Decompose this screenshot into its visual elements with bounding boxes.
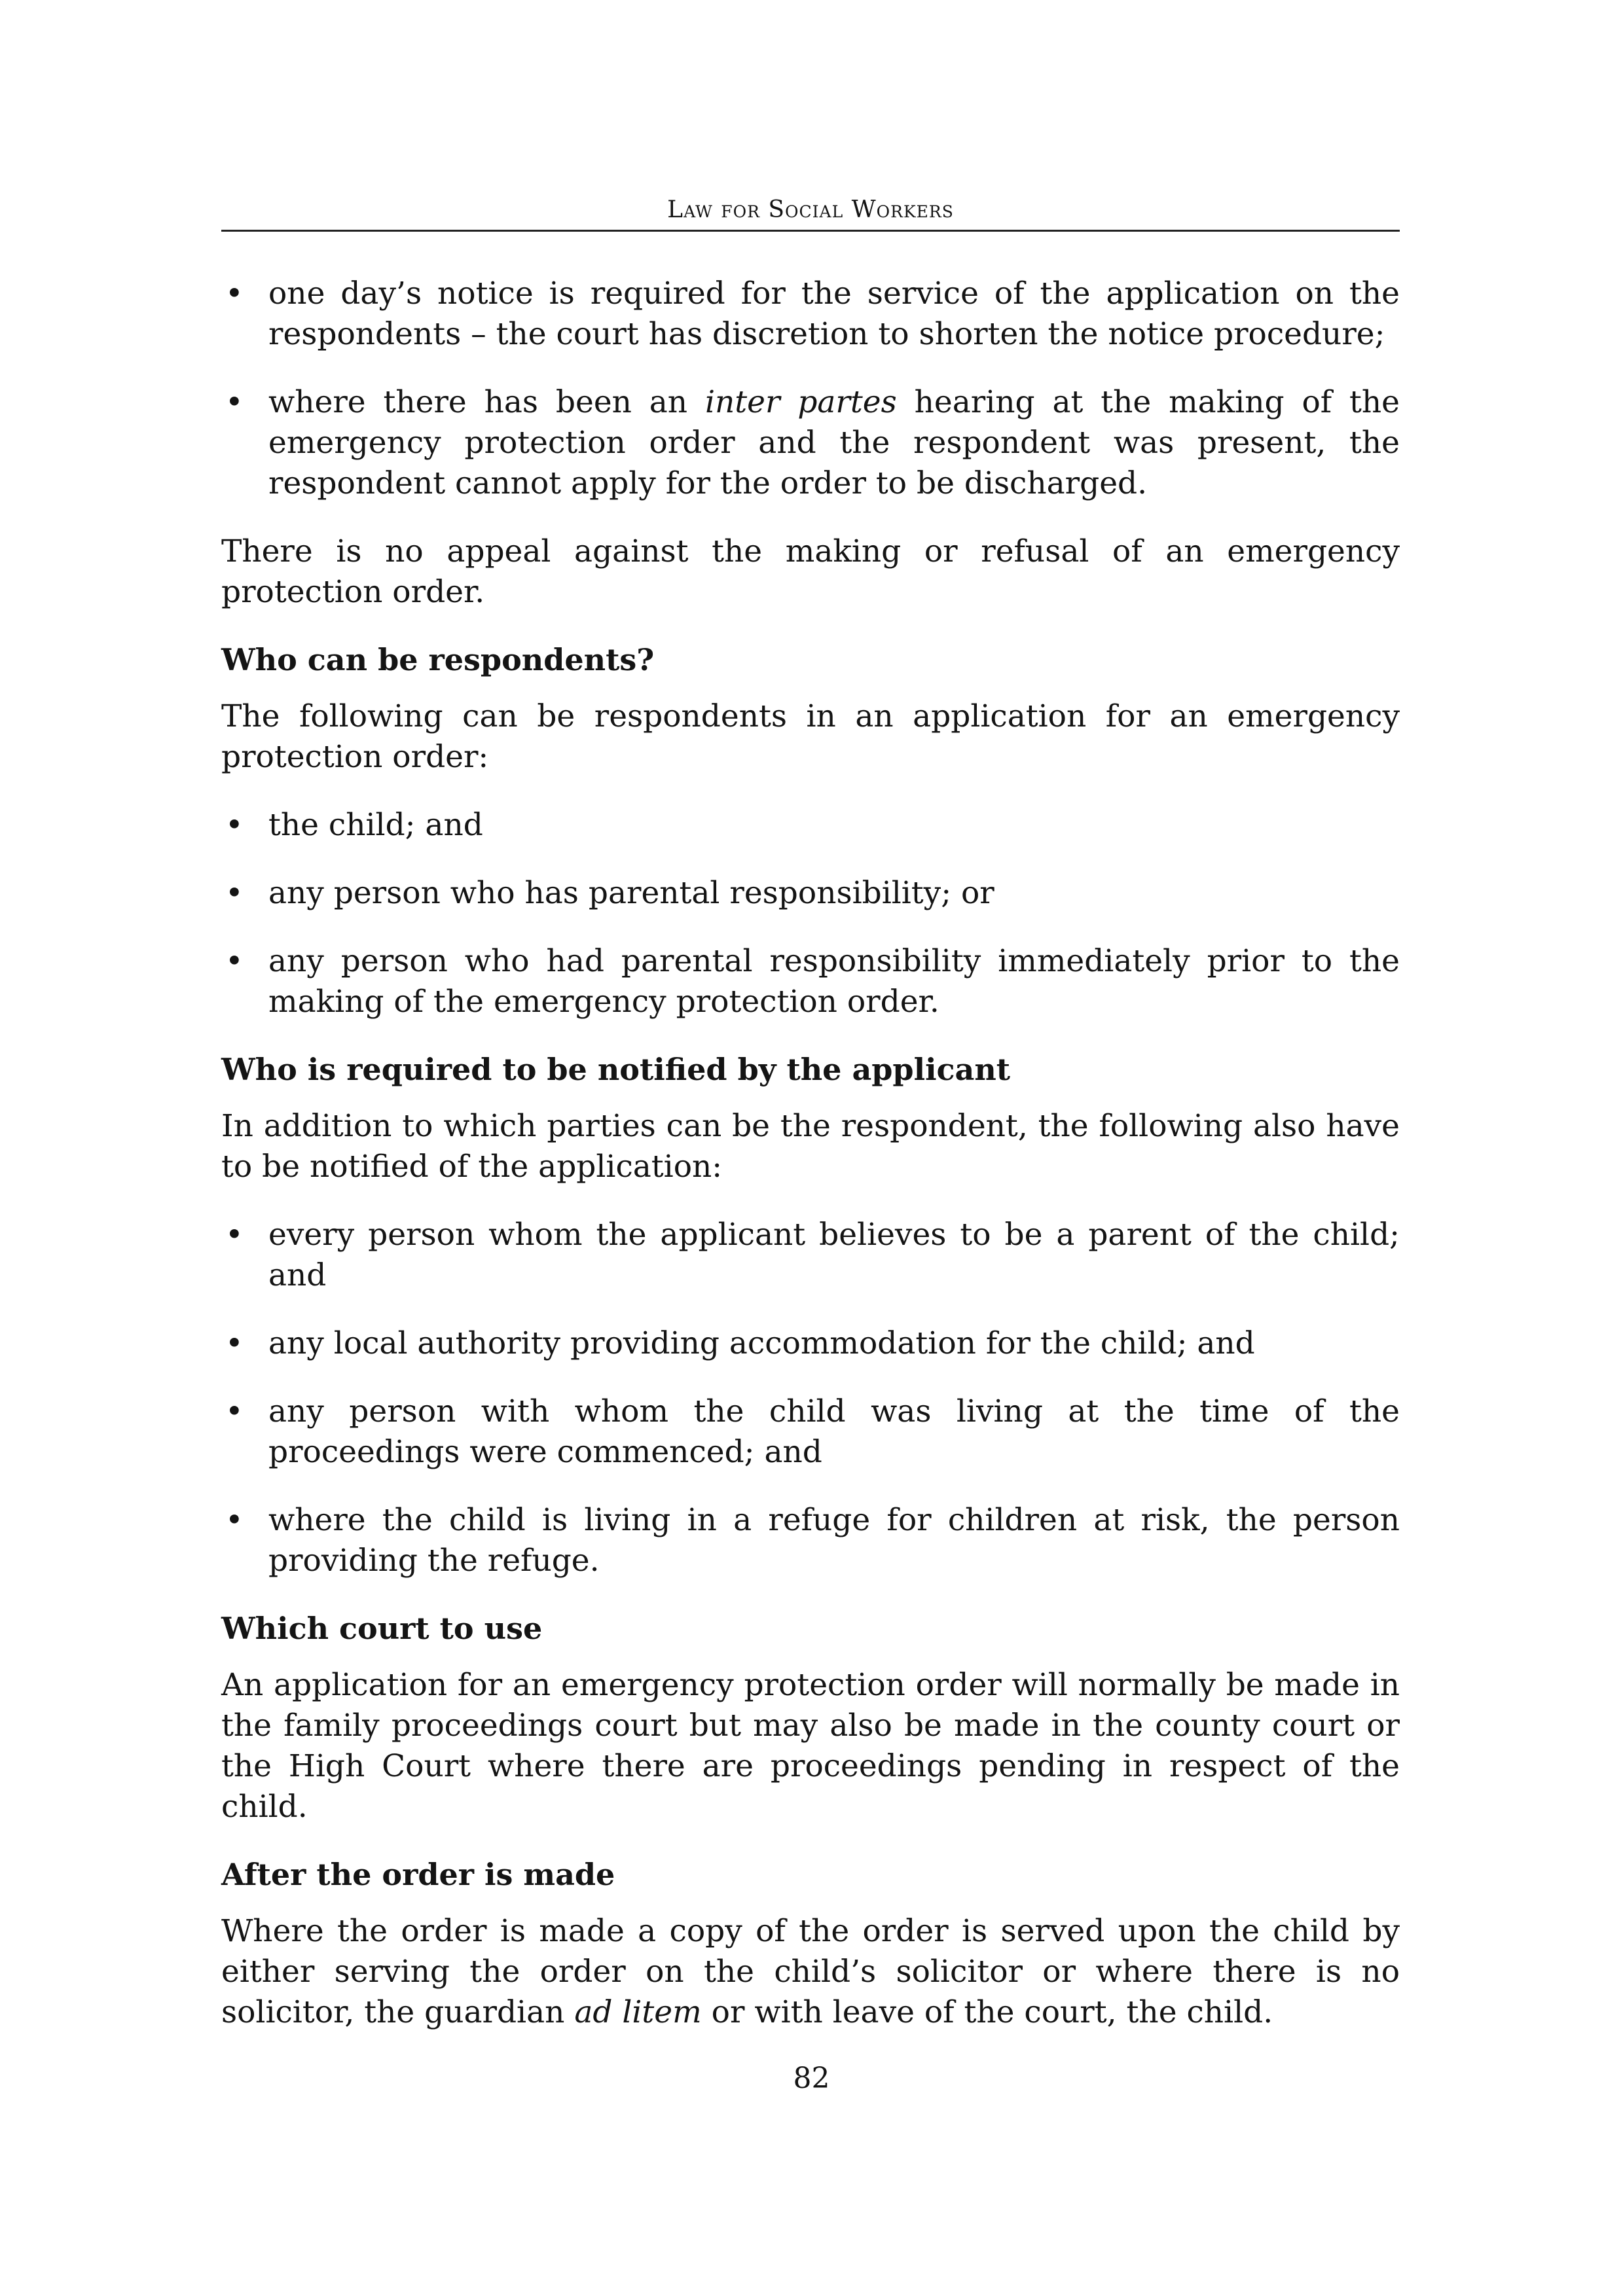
section-heading: Which court to use [221,1611,543,1646]
document-page [221,196,1400,2060]
list-item: • the child; and [221,805,1400,846]
bullet-icon: • [225,384,244,420]
list-item: • any person with whom the child was living at the time of the proceedings were commenced; and [221,1391,1400,1473]
bullet-icon: • [225,1393,244,1429]
section-body: An application for an emergency protection order will normally be made in the family proceedings court but may also be made in the county court or the High Court where there are proceedings pending in respect of the child. [221,1667,1400,1825]
list-item: • any local authority providing accommodation for the child; and [221,1323,1400,1364]
list-item: • where the child is living in a refuge for children at risk, the person providing the refuge. [221,1500,1400,1581]
running-head: Law for Social Workers [221,196,1400,232]
bullet-icon: • [225,875,244,911]
intro-bullet-list [221,274,1400,504]
list-item: • any person who has parental responsibility; or [221,873,1400,914]
section-heading: After the order is made [221,1857,615,1892]
list-item: • where there has been an inter partes hearing at the making of the emergency protection order and the respondent was present, the respondent cannot apply for the order to be discharged. [221,382,1400,504]
bullet-icon: • [225,943,244,979]
appeal-paragraph: There is no appeal against the making or refusal of an emergency protection order. [221,533,1400,610]
list-item: • any person who had parental responsibility immediately prior to the making of the emergency protection order. [221,941,1400,1022]
section-body: Where the order is made a copy of the order is served upon the child by either serving the order on the child’s solicitor or where there is no solicitor, the guardian ad litem or with leave of the court, the child. [221,1913,1400,2030]
bullet-icon: • [225,1217,244,1253]
section-heading: Who is required to be notified by the applicant [221,1052,1011,1087]
section-intro: In addition to which parties can be the respondent, the following also have to be notified of the application: [221,1108,1400,1185]
respondents-list [221,805,1400,1022]
notified-parties-list [221,1215,1400,1581]
bullet-icon: • [225,1325,244,1361]
bullet-icon: • [225,1502,244,1538]
bullet-icon: • [225,807,244,843]
list-item: • every person whom the applicant believes to be a parent of the child; and [221,1215,1400,1296]
list-item: • one day’s notice is required for the service of the application on the respondents – the court has discretion to shorten the notice procedure; [221,274,1400,355]
section-heading: Who can be respondents? [221,642,655,677]
page-number: 82 [793,2062,830,2095]
bullet-icon: • [225,276,244,312]
section-intro: The following can be respondents in an application for an emergency protection order: [221,698,1400,775]
